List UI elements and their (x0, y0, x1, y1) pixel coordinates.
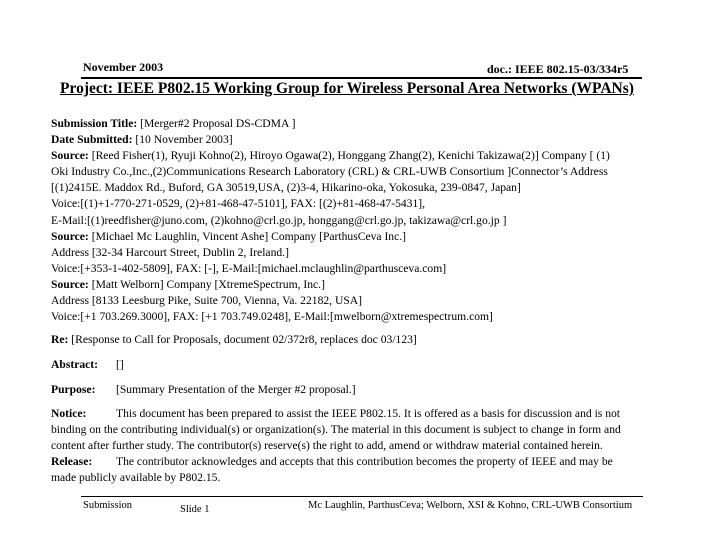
footer-rule (81, 496, 643, 497)
date-submitted-label: Date Submitted: (51, 133, 133, 147)
source1-line5: E-Mail:[(1)reedfisher@juno.com, (2)kohno@crl.go.jp, honggang@crl.go.jp, takizawa@crl.go.jp ] (51, 213, 507, 227)
footer-authors: Mc Laughlin, ParthusCeva; Welborn, XSI & Kohno, CRL-UWB Consortium (308, 500, 633, 511)
header-rule (81, 77, 642, 79)
re-value: [Response to Call for Proposals, document 02/372r8, replaces doc 03/123] (71, 333, 417, 347)
date-submitted-value: [10 November 2003] (135, 133, 233, 147)
abstract-value: [] (116, 358, 124, 372)
submission-title-value: [Merger#2 Proposal DS-CDMA ] (140, 117, 296, 130)
source2-label: Source: (51, 229, 89, 243)
source3-line3: Voice:[+1 703.269.3000], FAX: [+1 703.749.0248], E-Mail:[mwelborn@xtremespectrum.com] (51, 310, 493, 324)
submission-title-line (51, 116, 681, 132)
notice-line1 (51, 406, 681, 422)
header-doc-id: doc.: IEEE 802.15-03/334r5 (487, 62, 629, 76)
abstract-line (51, 357, 681, 373)
source2-line1 (51, 229, 681, 245)
project-title: Project: IEEE P802.15 Working Group for Wireless Personal Area Networks (WPANs) (60, 80, 634, 97)
source2-text1: [Michael Mc Laughlin, Vincent Ashe] Company [ParthusCeva Inc.] (91, 229, 407, 243)
notice-text1: This document has been prepared to assist the IEEE P802.15. It is offered as a basis for discussion and is not (116, 406, 621, 420)
footer-submission: Submission (83, 500, 133, 511)
footer-slide-number: Slide 1 (180, 504, 210, 515)
notice-line2: binding on the contributing individual(s) or organization(s). The material in this document is subject to change in form and (51, 422, 621, 436)
re-line (51, 332, 681, 348)
release-line1 (51, 454, 681, 470)
notice-line3: content after further study. The contributor(s) reserve(s) the right to add, amend or withdraw material contained herein. (51, 438, 603, 452)
source1-label: Source: (51, 149, 89, 163)
source1-text1: [Reed Fisher(1), Ryuji Kohno(2), Hiroyo Ogawa(2), Honggang Zhang(2), Kenichi Takizawa(2)] Company [ (1) (91, 149, 610, 163)
document-body (51, 116, 681, 486)
date-submitted-line (51, 132, 681, 148)
submission-title-label: Submission Title: (51, 117, 138, 130)
source1-line1 (51, 148, 681, 164)
source3-line1 (51, 277, 681, 293)
source3-label: Source: (51, 277, 89, 291)
source1-line3: [(1)2415E. Maddox Rd., Buford, GA 30519,USA, (2)3-4, Hikarino-oka, Yokosuka, 239-0847, Japan] (51, 181, 521, 195)
release-text1: The contributor acknowledges and accepts that this contribution becomes the property of IEEE and may be (116, 454, 613, 468)
source2-line2: Address [32-34 Harcourt Street, Dublin 2, Ireland.] (51, 245, 289, 259)
release-line2: made publicly available by P802.15. (51, 470, 221, 484)
source1-line2: Oki Industry Co.,Inc.,(2)Communications Research Laboratory (CRL) & CRL-UWB Consortium ]Connector’s Address (51, 165, 608, 179)
purpose-line (51, 382, 681, 398)
release-label: Release: (51, 454, 93, 468)
purpose-label: Purpose: (51, 383, 96, 397)
abstract-label: Abstract: (51, 358, 99, 372)
source3-line2: Address [8133 Leesburg Pike, Suite 700, Vienna, Va. 22182, USA] (51, 294, 363, 308)
notice-label: Notice: (51, 406, 87, 420)
source3-text1: [Matt Welborn] Company [XtremeSpectrum, Inc.] (91, 277, 325, 291)
source2-line3: Voice:[+353-1-402-5809], FAX: [-], E-Mail:[michael.mclaughlin@parthusceva.com] (51, 261, 447, 275)
source1-line4: Voice:[(1)+1-770-271-0529, (2)+81-468-47-5101], FAX: [(2)+81-468-47-5431], (51, 197, 426, 211)
re-label: Re: (51, 333, 69, 347)
purpose-value: [Summary Presentation of the Merger #2 proposal.] (116, 383, 356, 397)
header-date: November 2003 (83, 60, 164, 74)
